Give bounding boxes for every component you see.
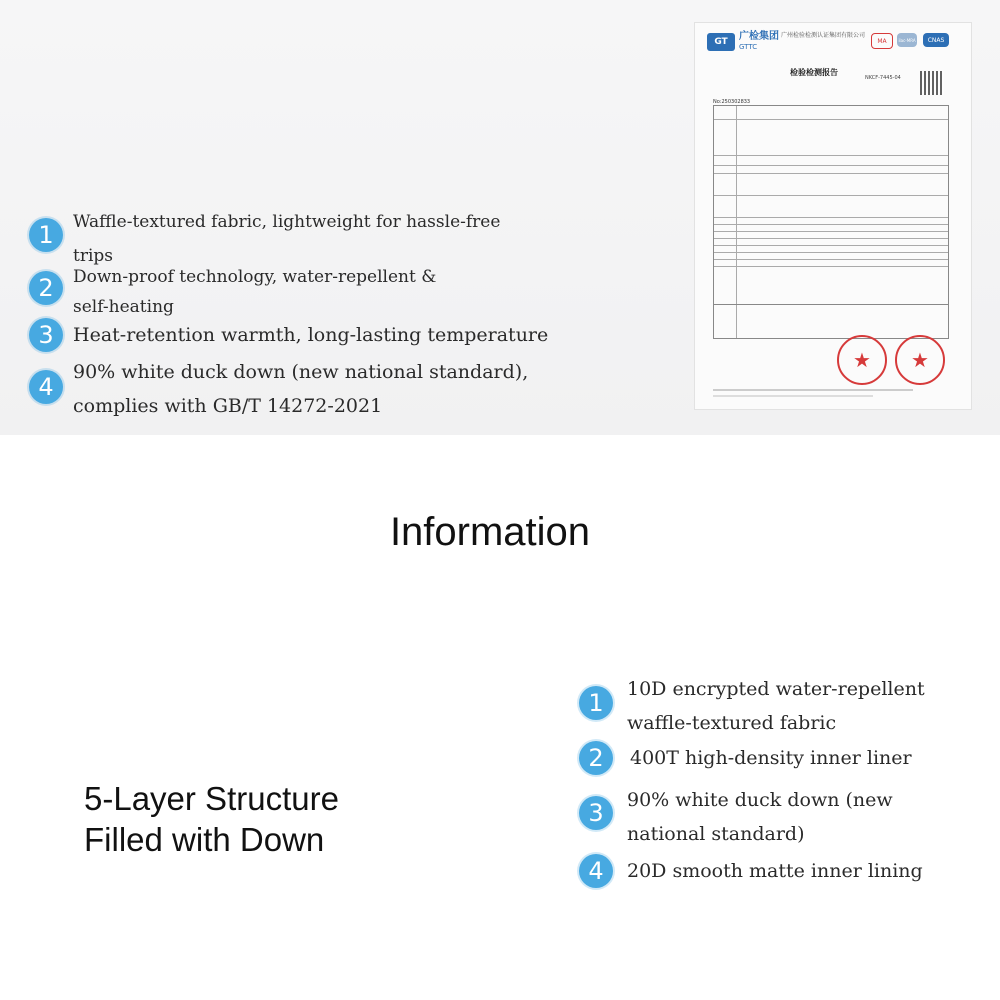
report-title: 检验检测报告 [790, 68, 838, 77]
report-table [713, 105, 949, 305]
structure-heading [84, 778, 404, 860]
top-feature-3-line1: Heat-retention warmth, long-lasting temperature [73, 324, 549, 346]
top-feature-4 [73, 355, 593, 423]
layer-feature-2-line1: 400T high-density inner liner [630, 747, 912, 769]
cnas-mark: CNAS [923, 33, 949, 47]
layer-feature-4-line1: 20D smooth matte inner lining [627, 860, 923, 882]
top-feature-1-line1: Waffle-textured fabric, lightweight for hassle-free [73, 212, 501, 232]
brand-name-en: GTTC [739, 43, 758, 51]
layer-feature-1-line1: 10D encrypted water-repellent [627, 678, 925, 700]
layer-number-badge-4: 4 [579, 854, 613, 888]
layer-number-badge-2: 2 [579, 741, 613, 775]
brand-name: 广检集团 [739, 31, 779, 42]
footer-line [713, 389, 913, 391]
layer-number-badge-1: 1 [579, 686, 613, 720]
layer-feature-1-line2: waffle-textured fabric [627, 712, 837, 734]
number-badge-1: 1 [29, 218, 63, 252]
top-feature-4-line2: complies with GB/T 14272-2021 [73, 395, 383, 417]
report-number: NKCF-7445-04 [865, 75, 901, 81]
layer-feature-3-line2: national standard) [627, 823, 805, 845]
qr-code-icon [920, 71, 944, 95]
structure-heading-line1: 5-Layer Structure [84, 780, 339, 817]
footer-line-2 [713, 395, 873, 397]
red-seal-stamp-2: ★ [895, 335, 945, 385]
number-badge-3: 3 [29, 318, 63, 352]
top-feature-3 [73, 318, 593, 352]
layer-number-badge-3: 3 [579, 796, 613, 830]
layer-feature-2 [630, 741, 990, 775]
top-feature-2-line1: Down-proof technology, water-repellent & [73, 267, 437, 287]
test-report-certificate [694, 22, 972, 410]
layer-feature-1 [627, 672, 987, 740]
number-badge-2: 2 [29, 271, 63, 305]
red-seal-stamp-1: ★ [837, 335, 887, 385]
layer-feature-3 [627, 783, 987, 851]
gttc-logo: GT [707, 33, 735, 51]
top-feature-4-line1: 90% white duck down (new national standard), [73, 361, 529, 383]
structure-heading-line2: Filled with Down [84, 821, 325, 858]
cma-mark: MA [871, 33, 893, 49]
layer-feature-3-line1: 90% white duck down (new [627, 789, 893, 811]
layer-feature-4 [627, 854, 987, 888]
top-feature-2-line2: self-heating [73, 297, 174, 317]
report-remarks [713, 305, 949, 339]
number-badge-4: 4 [29, 370, 63, 404]
information-heading: Information [389, 510, 591, 554]
organization-name: 广州检验检测认证集团有限公司 [781, 32, 866, 39]
top-feature-1-line2: trips [73, 246, 114, 266]
top-feature-2 [73, 262, 513, 322]
report-no-line: No:250302833 [713, 99, 751, 105]
ilac-mark: ilac-MRA [897, 33, 917, 47]
